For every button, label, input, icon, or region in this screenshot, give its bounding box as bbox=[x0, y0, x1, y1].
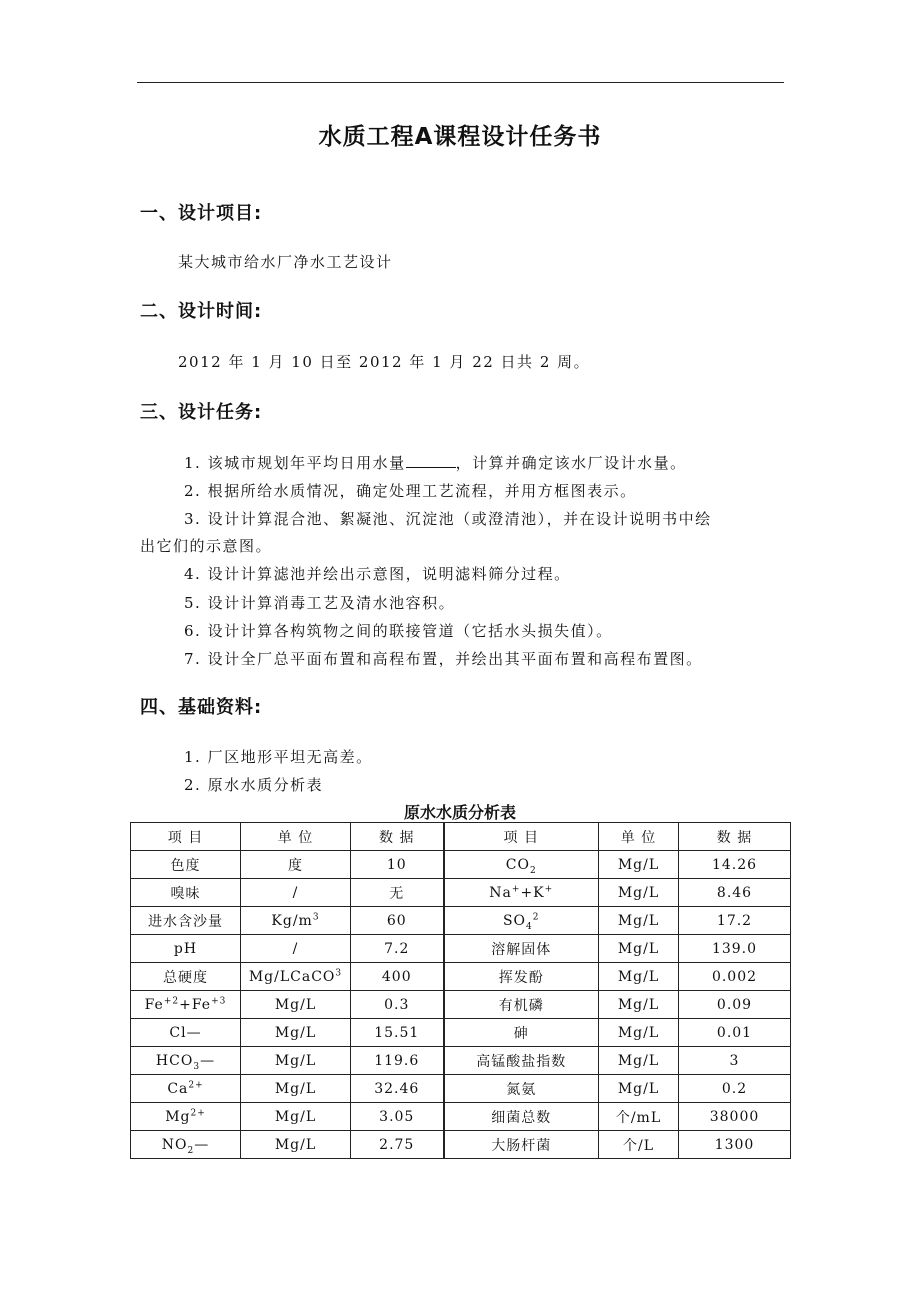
table-row bbox=[131, 1103, 791, 1131]
section-heading-basis: 四、基础资料: bbox=[140, 697, 263, 718]
cell-value: 0.2 bbox=[679, 1075, 791, 1103]
cell-value: 38000 bbox=[679, 1103, 791, 1131]
cell-item: $Fe^{+2}+Fe^{+3}$ bbox=[131, 991, 241, 1019]
section-heading-time: 二、设计时间: bbox=[140, 301, 263, 322]
cell-unit: Mg/L bbox=[599, 1075, 679, 1103]
table-row bbox=[131, 1047, 791, 1075]
task-item-3-continued: 出它们的示意图。 bbox=[140, 537, 273, 555]
water-quality-table bbox=[130, 822, 791, 1159]
cell-value: 17.2 bbox=[679, 907, 791, 935]
cell-value: 400 bbox=[351, 963, 444, 991]
cell-item: 氮氨 bbox=[444, 1075, 599, 1103]
cell-value: 0.09 bbox=[679, 991, 791, 1019]
cell-unit: 个/mL bbox=[599, 1103, 679, 1131]
time-text: 2012 年 1 月 10 日至 2012 年 1 月 22 日共 2 周。 bbox=[178, 353, 591, 371]
water-volume-blank bbox=[406, 452, 456, 468]
cell-unit: 个/L bbox=[599, 1131, 679, 1159]
table-row bbox=[131, 907, 791, 935]
table-row bbox=[131, 1075, 791, 1103]
cell-item: Na++K+ bbox=[444, 879, 599, 907]
cell-value: 139.0 bbox=[679, 935, 791, 963]
cell-item: 大肠杆菌 bbox=[444, 1131, 599, 1159]
cell-item: 细菌总数 bbox=[444, 1103, 599, 1131]
cell-value: 14.26 bbox=[679, 851, 791, 879]
task-1-text-a: 1. 该城市规划年平均日用水量 bbox=[184, 454, 406, 472]
cell-item: 高锰酸盐指数 bbox=[444, 1047, 599, 1075]
cell-value: 10 bbox=[351, 851, 444, 879]
cell-unit: 度 bbox=[241, 851, 351, 879]
section-heading-project: 一、设计项目: bbox=[140, 203, 263, 224]
cell-item: 溶解固体 bbox=[444, 935, 599, 963]
cell-value: 60 bbox=[351, 907, 444, 935]
cell-value: 7.2 bbox=[351, 935, 444, 963]
task-1-text-b: ，计算并确定该水厂设计水量。 bbox=[455, 454, 687, 472]
cell-value: 32.46 bbox=[351, 1075, 444, 1103]
cell-value: 1300 bbox=[679, 1131, 791, 1159]
header-item: 项 目 bbox=[131, 823, 241, 851]
header-unit: 单 位 bbox=[241, 823, 351, 851]
basis-item-1: 1. 厂区地形平坦无高差。 bbox=[184, 748, 373, 766]
header-rule bbox=[137, 82, 784, 83]
cell-unit: Mg/L bbox=[241, 1075, 351, 1103]
task-item-4: 4. 设计计算滤池并绘出示意图，说明滤料筛分过程。 bbox=[184, 565, 571, 583]
cell-item: 有机磷 bbox=[444, 991, 599, 1019]
cell-item: $Mg^{2+}$ bbox=[131, 1103, 241, 1131]
cell-value: 8.46 bbox=[679, 879, 791, 907]
header-value: 数 据 bbox=[679, 823, 791, 851]
task-item-5: 5. 设计计算消毒工艺及清水池容积。 bbox=[184, 594, 456, 612]
section-heading-tasks: 三、设计任务: bbox=[140, 402, 263, 423]
cell-value: 0.002 bbox=[679, 963, 791, 991]
task-item-7: 7. 设计全厂总平面布置和高程布置，并绘出其平面布置和高程布置图。 bbox=[184, 650, 703, 668]
table-caption: 原水水质分析表 bbox=[403, 803, 516, 822]
table-row bbox=[131, 935, 791, 963]
table-row bbox=[131, 879, 791, 907]
cell-item: 进水含沙量 bbox=[131, 907, 241, 935]
cell-item: $CO_2$ bbox=[444, 851, 599, 879]
table-row bbox=[131, 1131, 791, 1159]
header-item: 项 目 bbox=[444, 823, 599, 851]
cell-value: 3.05 bbox=[351, 1103, 444, 1131]
cell-unit: $Kg/m^3$ bbox=[241, 907, 351, 935]
basis-item-2: 2. 原水水质分析表 bbox=[184, 776, 324, 794]
header-unit: 单 位 bbox=[599, 823, 679, 851]
table-row bbox=[131, 851, 791, 879]
task-item-6: 6. 设计计算各构筑物之间的联接管道（它括水头损失值）。 bbox=[184, 622, 613, 640]
cell-item: $NO_2—$ bbox=[131, 1131, 241, 1159]
cell-unit: Mg/LCaCO$^3$ bbox=[241, 963, 351, 991]
cell-unit: Mg/L bbox=[241, 1047, 351, 1075]
cell-value: 0.01 bbox=[679, 1019, 791, 1047]
cell-item: $HCO_3—$ bbox=[131, 1047, 241, 1075]
page-title: 水质工程A课程设计任务书 bbox=[318, 124, 602, 150]
cell-item: 砷 bbox=[444, 1019, 599, 1047]
cell-unit: / bbox=[241, 935, 351, 963]
cell-unit: Mg/L bbox=[599, 907, 679, 935]
cell-value: 3 bbox=[679, 1047, 791, 1075]
table-row bbox=[131, 1019, 791, 1047]
cell-item: Cl— bbox=[131, 1019, 241, 1047]
cell-unit: Mg/L bbox=[599, 935, 679, 963]
cell-value: 119.6 bbox=[351, 1047, 444, 1075]
project-text: 某大城市给水厂净水工艺设计 bbox=[178, 253, 393, 271]
cell-unit: Mg/L bbox=[241, 1103, 351, 1131]
cell-item: pH bbox=[131, 935, 241, 963]
cell-unit: Mg/L bbox=[241, 1131, 351, 1159]
cell-unit: Mg/L bbox=[599, 879, 679, 907]
table-row bbox=[131, 963, 791, 991]
cell-item: 色度 bbox=[131, 851, 241, 879]
cell-item: $Ca^{2+}$ bbox=[131, 1075, 241, 1103]
cell-item: 总硬度 bbox=[131, 963, 241, 991]
cell-unit: Mg/L bbox=[599, 1047, 679, 1075]
header-value: 数 据 bbox=[351, 823, 444, 851]
table-header-row bbox=[131, 823, 791, 851]
cell-item: $SO_4^2$ bbox=[444, 907, 599, 935]
cell-item: 挥发酚 bbox=[444, 963, 599, 991]
cell-unit: Mg/L bbox=[241, 991, 351, 1019]
cell-unit: Mg/L bbox=[599, 963, 679, 991]
task-item-2: 2. 根据所给水质情况，确定处理工艺流程，并用方框图表示。 bbox=[184, 482, 637, 500]
cell-value: 2.75 bbox=[351, 1131, 444, 1159]
cell-value: 15.51 bbox=[351, 1019, 444, 1047]
cell-unit: Mg/L bbox=[599, 991, 679, 1019]
cell-unit: Mg/L bbox=[241, 1019, 351, 1047]
cell-unit: Mg/L bbox=[599, 1019, 679, 1047]
task-item-3: 3. 设计计算混合池、絮凝池、沉淀池（或澄清池），并在设计说明书中绘 bbox=[184, 510, 712, 528]
cell-unit: Mg/L bbox=[599, 851, 679, 879]
table-row bbox=[131, 991, 791, 1019]
cell-value: 0.3 bbox=[351, 991, 444, 1019]
cell-unit: / bbox=[241, 879, 351, 907]
task-item-1 bbox=[184, 452, 687, 473]
cell-item: 嗅味 bbox=[131, 879, 241, 907]
cell-value: 无 bbox=[351, 879, 444, 907]
